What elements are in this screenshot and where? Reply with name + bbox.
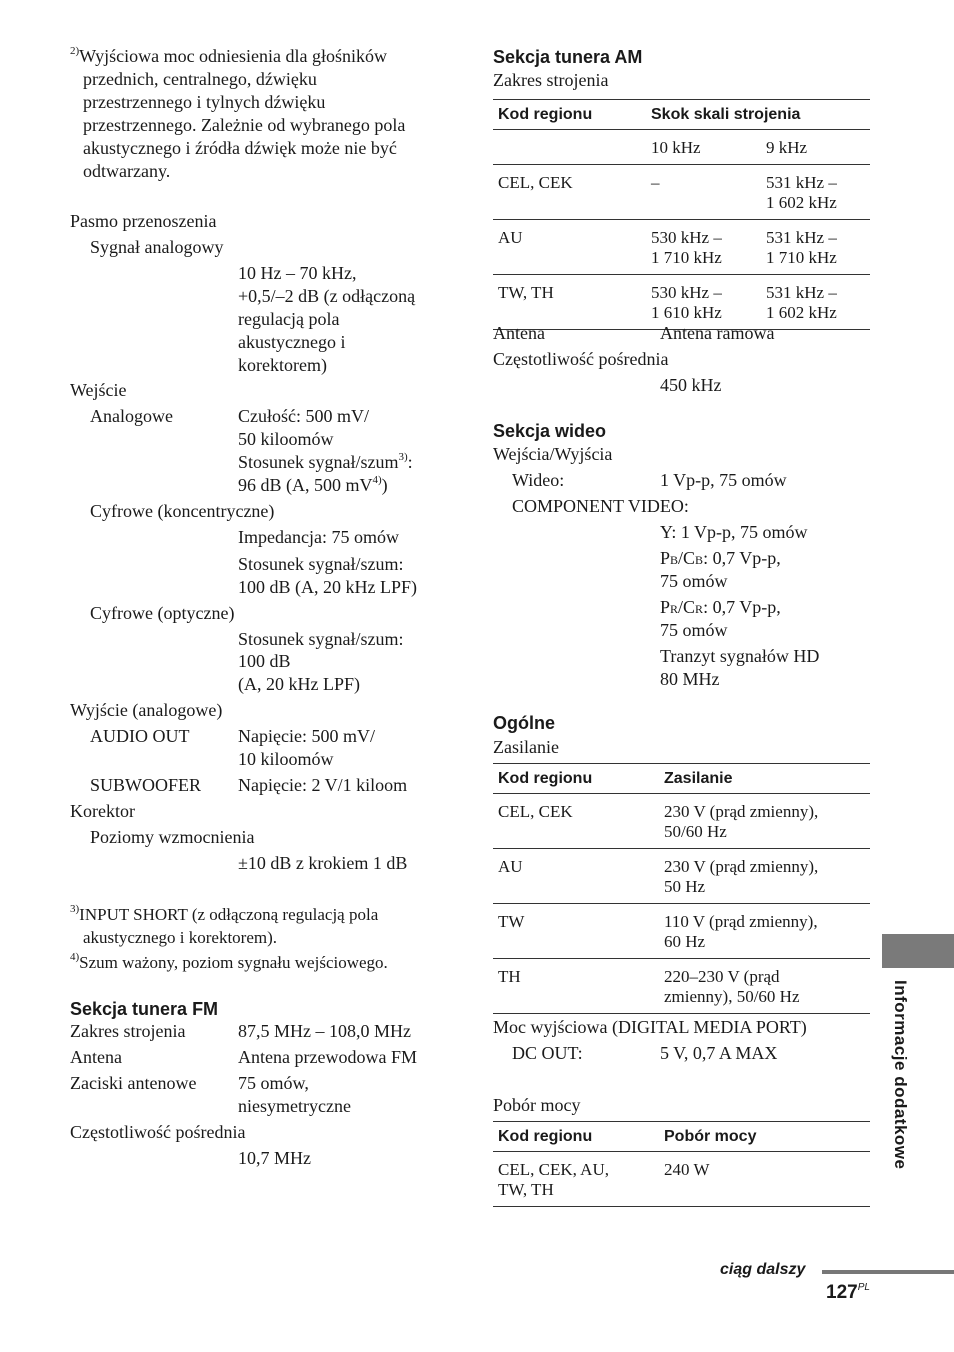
table-cell: 220–230 V (prąd zmienny), 50/60 Hz	[664, 967, 800, 1006]
table-cell: 230 V (prąd zmienny), 50 Hz	[664, 857, 819, 896]
footnote-mark: 3)	[70, 903, 80, 915]
spec-value: 450 kHz	[660, 375, 722, 395]
table-header-row	[493, 100, 870, 130]
footnote-text: przestrzennego i tylnych dźwięku	[83, 92, 326, 112]
footer-rule	[822, 1270, 954, 1274]
table-row	[493, 130, 870, 165]
spec-sublabel: Poziomy wzmocnienia	[90, 827, 255, 847]
footnote-mark: 2)	[70, 45, 80, 57]
table-header: Skok skali strojenia	[651, 106, 801, 123]
spec-label: Zakres strojenia	[493, 70, 609, 90]
spec-value: 10,7 MHz	[238, 1148, 311, 1168]
spec-value: 75 omów	[660, 571, 728, 591]
spec-value: 96 dB (A, 500 mV$^{4)}$)	[238, 474, 388, 495]
page-suffix: PL	[857, 1282, 870, 1293]
spec-label: Częstotliwość pośrednia	[493, 349, 669, 369]
spec-label: Antena	[70, 1047, 122, 1067]
spec-value: 100 dB	[238, 651, 291, 671]
spec-label: Pasmo przenoszenia	[70, 211, 217, 231]
spec-label: Zasilanie	[493, 737, 559, 757]
table-cell: AU	[498, 228, 523, 247]
section-heading: Sekcja wideo	[493, 421, 607, 441]
footnote-text: INPUT SHORT (z odłączoną regulacją pola	[79, 905, 379, 924]
table-header: Kod regionu	[498, 106, 593, 123]
table-row	[493, 904, 870, 959]
power-consumption-table	[493, 1121, 870, 1207]
footnote-text: Szum ważony, poziom sygnału wejściowego.	[79, 953, 388, 972]
spec-label: Wyjście (analogowe)	[70, 700, 223, 720]
footnote-text: przednich, centralnego, dźwięku	[83, 69, 317, 89]
spec-label: Pobór mocy	[493, 1095, 581, 1115]
continued-label: ciąg dalszy	[720, 1261, 806, 1278]
table-row	[493, 220, 870, 275]
table-cell: TW, TH	[498, 283, 554, 302]
table-cell: 531 kHz – 1 710 kHz	[766, 228, 837, 267]
spec-value: Antena przewodowa FM	[238, 1047, 417, 1067]
side-section-label: Informacje dodatkowe	[891, 980, 910, 1170]
spec-value: Stosunek sygnał/szum$^{3)}$:	[238, 451, 413, 472]
table-row	[493, 1152, 870, 1207]
spec-value: Stosunek sygnał/szum:	[238, 629, 404, 649]
spec-value: ±10 dB z krokiem 1 dB	[238, 853, 408, 873]
spec-sublabel: Wideo:	[512, 470, 565, 490]
footnote-ref: 3)	[398, 451, 408, 463]
spec-value: Antena ramowa	[660, 323, 775, 343]
section-tab-marker	[882, 934, 954, 968]
spec-sublabel: COMPONENT VIDEO:	[512, 496, 689, 516]
table-row	[493, 959, 870, 1014]
table-cell: CEL, CEK	[498, 173, 573, 192]
spec-label: Antena	[493, 323, 545, 343]
section-heading: Sekcja tunera FM	[70, 999, 219, 1019]
spec-label: Korektor	[70, 801, 135, 821]
section-heading: Sekcja tunera AM	[493, 47, 643, 67]
spec-label: Częstotliwość pośrednia	[70, 1122, 246, 1142]
table-cell: 240 W	[664, 1160, 710, 1179]
table-cell: 110 V (prąd zmienny), 60 Hz	[664, 912, 818, 951]
spec-value: Y: 1 Vp-p, 75 omów	[660, 522, 808, 542]
footnote-ref: 4)	[372, 474, 382, 486]
spec-label: Wejścia/Wyjścia	[493, 444, 613, 464]
table-header: Pobór mocy	[664, 1128, 757, 1145]
footnote-text: akustycznego i korektorem).	[83, 928, 278, 947]
table-cell: 531 kHz – 1 602 kHz	[766, 283, 837, 322]
spec-value: 1 Vp-p, 75 omów	[660, 470, 787, 490]
am-tuning-table	[493, 99, 870, 330]
spec-sublabel: Cyfrowe (koncentryczne)	[90, 501, 275, 521]
table-cell: 531 kHz – 1 602 kHz	[766, 173, 837, 212]
spec-sublabel: Sygnał analogowy	[90, 237, 224, 257]
spec-value: Czułość: 500 mV/	[238, 406, 369, 426]
spec-value: Stosunek sygnał/szum:	[238, 554, 404, 574]
spec-sublabel: AUDIO OUT	[90, 726, 190, 746]
spec-value: 75 omów,	[238, 1073, 309, 1093]
table-header-row	[493, 1122, 870, 1152]
spec-value: 75 omów	[660, 620, 728, 640]
spec-label: Moc wyjściowa (DIGITAL MEDIA PORT)	[493, 1017, 807, 1037]
table-header: Zasilanie	[664, 770, 733, 787]
spec-value: 10 kiloomów	[238, 749, 334, 769]
spec-value: PR/CR: 0,7 Vp-p,	[660, 597, 781, 617]
table-row	[493, 165, 870, 220]
spec-value: 100 dB (A, 20 kHz LPF)	[238, 577, 417, 597]
spec-value: 5 V, 0,7 A MAX	[660, 1043, 778, 1063]
table-cell: TH	[498, 967, 521, 986]
spec-value: 80 MHz	[660, 669, 720, 689]
spec-value: akustycznego i	[238, 332, 346, 352]
table-cell: 10 kHz	[651, 138, 701, 157]
table-header-row	[493, 764, 870, 794]
spec-value: 50 kiloomów	[238, 429, 334, 449]
footnote-text: przestrzennego. Zależnie od wybranego pola	[83, 115, 406, 135]
table-cell: TW	[498, 912, 525, 931]
spec-value: +0,5/–2 dB (z odłączoną	[238, 286, 416, 306]
spec-sublabel: SUBWOOFER	[90, 775, 202, 795]
table-cell: CEL, CEK, AU, TW, TH	[498, 1160, 609, 1199]
spec-value: niesymetryczne	[238, 1096, 351, 1116]
table-header: Kod regionu	[498, 1128, 593, 1145]
spec-value: (A, 20 kHz LPF)	[238, 674, 360, 694]
page-number: $127^{PL}$	[826, 1282, 870, 1303]
footnote-text: odtwarzany.	[83, 161, 171, 181]
table-row	[493, 849, 870, 904]
spec-sublabel: Cyfrowe (optyczne)	[90, 603, 235, 623]
spec-value: korektorem)	[238, 355, 327, 375]
table-cell: 530 kHz – 1 610 kHz	[651, 283, 722, 322]
footnote-text: akustycznego i źródła dźwięk może nie być	[83, 138, 397, 158]
table-cell: 530 kHz – 1 710 kHz	[651, 228, 722, 267]
footnote-text: Wyjściowa moc odniesienia dla głośników	[79, 46, 388, 66]
table-header: Kod regionu	[498, 770, 593, 787]
table-cell: 230 V (prąd zmienny), 50/60 Hz	[664, 802, 819, 841]
power-supply-table	[493, 763, 870, 1014]
spec-value: Napięcie: 2 V/1 kiloom	[238, 775, 408, 795]
spec-sublabel: Analogowe	[90, 406, 173, 426]
spec-value: Napięcie: 500 mV/	[238, 726, 375, 746]
spec-label: Zakres strojenia	[70, 1021, 186, 1041]
spec-value: Impedancja: 75 omów	[238, 527, 399, 547]
table-cell: –	[651, 173, 660, 192]
spec-label: Zaciski antenowe	[70, 1073, 197, 1093]
spec-value: 87,5 MHz – 108,0 MHz	[238, 1021, 411, 1041]
footnote-mark: 4)	[70, 951, 80, 963]
spec-value: Tranzyt sygnałów HD	[660, 646, 820, 666]
spec-label: Wejście	[70, 380, 127, 400]
table-cell: 9 kHz	[766, 138, 808, 157]
spec-sublabel: DC OUT:	[512, 1043, 583, 1063]
table-cell: CEL, CEK	[498, 802, 573, 821]
table-cell: AU	[498, 857, 523, 876]
spec-value: regulacją pola	[238, 309, 340, 329]
section-heading: Ogólne	[493, 713, 555, 733]
table-row	[493, 794, 870, 849]
spec-value: 10 Hz – 70 kHz,	[238, 263, 357, 283]
spec-value: PB/CB: 0,7 Vp-p,	[660, 548, 781, 568]
